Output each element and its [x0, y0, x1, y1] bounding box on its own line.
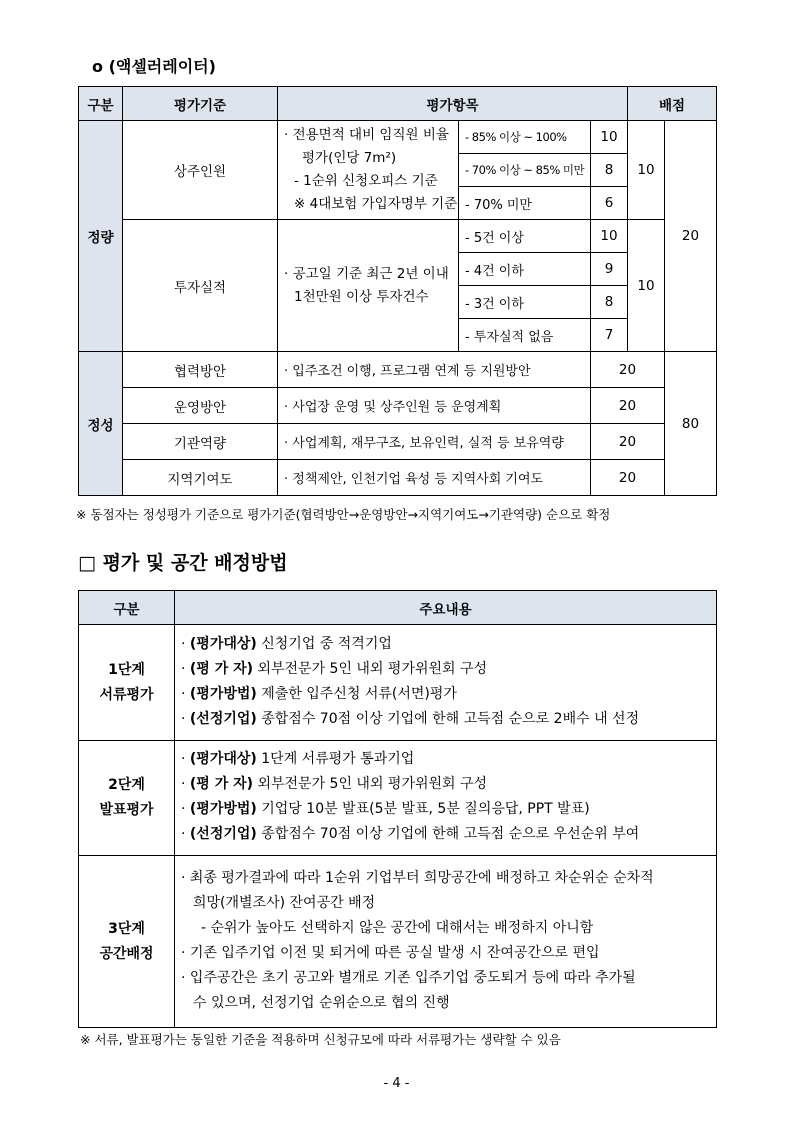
stage-2-label: 2단계 발표평가	[79, 741, 175, 856]
option-score: 10	[591, 121, 628, 154]
option-label: - 3건 이하	[459, 286, 591, 319]
stage-line: 수 있으며, 선정기업 순위순으로 협의 진행	[193, 994, 450, 1011]
qualitative-criteria: 기관역량	[123, 424, 278, 460]
evaluation-process-table	[78, 590, 717, 1028]
accelerator-evaluation-table	[78, 86, 717, 496]
qualitative-score: 20	[591, 388, 665, 424]
stage-line: · 기존 입주기업 이전 및 퇴거에 따른 공실 발생 시 잔여공간으로 편입	[181, 944, 600, 961]
category-quantitative: 정량	[79, 121, 123, 352]
stage-3-content	[175, 856, 717, 1028]
qualitative-total: 80	[665, 352, 717, 496]
option-score: 6	[591, 187, 628, 220]
option-score: 8	[591, 286, 628, 319]
stage-1-content	[175, 625, 717, 741]
option-label: - 70% 미만	[459, 187, 591, 220]
option-score: 10	[591, 220, 628, 253]
section1-title: o (액셀러레이터)	[92, 57, 216, 76]
qualitative-description: · 사업장 운영 및 상주인원 등 운영계획	[278, 388, 591, 424]
qualitative-description: · 사업계획, 재무구조, 보유인력, 실적 등 보유역량	[278, 424, 591, 460]
header-category: 구분	[79, 87, 123, 121]
option-label: - 투자실적 없음	[459, 319, 591, 352]
option-score: 8	[591, 154, 628, 187]
qualitative-score: 20	[591, 424, 665, 460]
section2-title: □ 평가 및 공간 배정방법	[78, 552, 288, 574]
criteria-resident: 상주인원	[123, 121, 278, 220]
stage-line: - 순위가 높아도 선택하지 않은 공간에 대해서는 배정하지 아니함	[201, 919, 594, 936]
page-number: - 4 -	[383, 1076, 410, 1091]
criteria-investment: 투자실적	[123, 220, 278, 352]
stage-item: · (평가방법) 제출한 입주신청 서류(서면)평가	[181, 685, 457, 702]
qualitative-score: 20	[591, 352, 665, 388]
resident-description: · 전용면적 대비 임직원 비율 평가(인당 7m²) - 1순위 신청오피스 기준 ※ 4대보험 가입자명부 기준	[278, 121, 459, 220]
header-category: 구분	[79, 591, 175, 625]
qualitative-description: · 정책제안, 인천기업 육성 등 지역사회 기여도	[278, 460, 591, 496]
header-criteria: 평가기준	[123, 87, 278, 121]
stage-item: · (평가대상) 신청기업 중 적격기업	[181, 635, 392, 652]
option-label: - 85% 이상 ~ 100%	[459, 121, 591, 154]
option-label: - 5건 이상	[459, 220, 591, 253]
header-score: 배점	[628, 87, 717, 121]
category-qualitative: 정성	[79, 352, 123, 496]
stage-line: 희망(개별조사) 잔여공간 배정	[193, 894, 376, 911]
option-label: - 4건 이하	[459, 253, 591, 286]
option-label: - 70% 이상 ~ 85% 미만	[459, 154, 591, 187]
resident-subtotal: 10	[628, 121, 665, 220]
section1-note: ※ 동점자는 정성평가 기준으로 평가기준(협력방안→운영방안→지역기여도→기관역량) 순으로 확정	[76, 507, 611, 522]
stage-item: · (평가방법) 기업당 10분 발표(5분 발표, 5분 질의응답, PPT 발표)	[181, 801, 590, 817]
stage-item: · (선정기업) 종합점수 70점 이상 기업에 한해 고득점 순으로 우선순위 부여	[181, 826, 640, 842]
qualitative-criteria: 협력방안	[123, 352, 278, 388]
stage-item: · (선정기업) 종합점수 70점 이상 기업에 한해 고득점 순으로 2배수 내 선정	[181, 710, 640, 727]
stage-item: · (평가대상) 1단계 서류평가 통과기업	[181, 751, 415, 767]
qualitative-score: 20	[591, 460, 665, 496]
stage-item: · (평 가 자) 외부전문가 5인 내외 평가위원회 구성	[181, 660, 488, 677]
header-content: 주요내용	[175, 591, 717, 625]
stage-2-content	[175, 741, 717, 856]
investment-subtotal: 10	[628, 220, 665, 352]
section2-note: ※ 서류, 발표평가는 동일한 기준을 적용하며 신청규모에 따라 서류평가는 생략할 수 있음	[80, 1032, 561, 1047]
qualitative-description: · 입주조건 이행, 프로그램 연계 등 지원방안	[278, 352, 591, 388]
stage-line: · 입주공간은 초기 공고와 별개로 기존 입주기업 중도퇴거 등에 따라 추가될	[181, 969, 636, 986]
qualitative-criteria: 운영방안	[123, 388, 278, 424]
stage-3-label: 3단계 공간배정	[79, 856, 175, 1028]
stage-1-label: 1단계 서류평가	[79, 625, 175, 741]
qualitative-criteria: 지역기여도	[123, 460, 278, 496]
investment-description: · 공고일 기준 최근 2년 이내 1천만원 이상 투자건수	[278, 220, 459, 352]
header-items: 평가항목	[278, 87, 628, 121]
option-score: 9	[591, 253, 628, 286]
quantitative-total: 20	[665, 121, 717, 352]
option-score: 7	[591, 319, 628, 352]
stage-line: · 최종 평가결과에 따라 1순위 기업부터 희망공간에 배정하고 차순위순 순차적	[181, 869, 654, 886]
stage-item: · (평 가 자) 외부전문가 5인 내외 평가위원회 구성	[181, 776, 488, 792]
